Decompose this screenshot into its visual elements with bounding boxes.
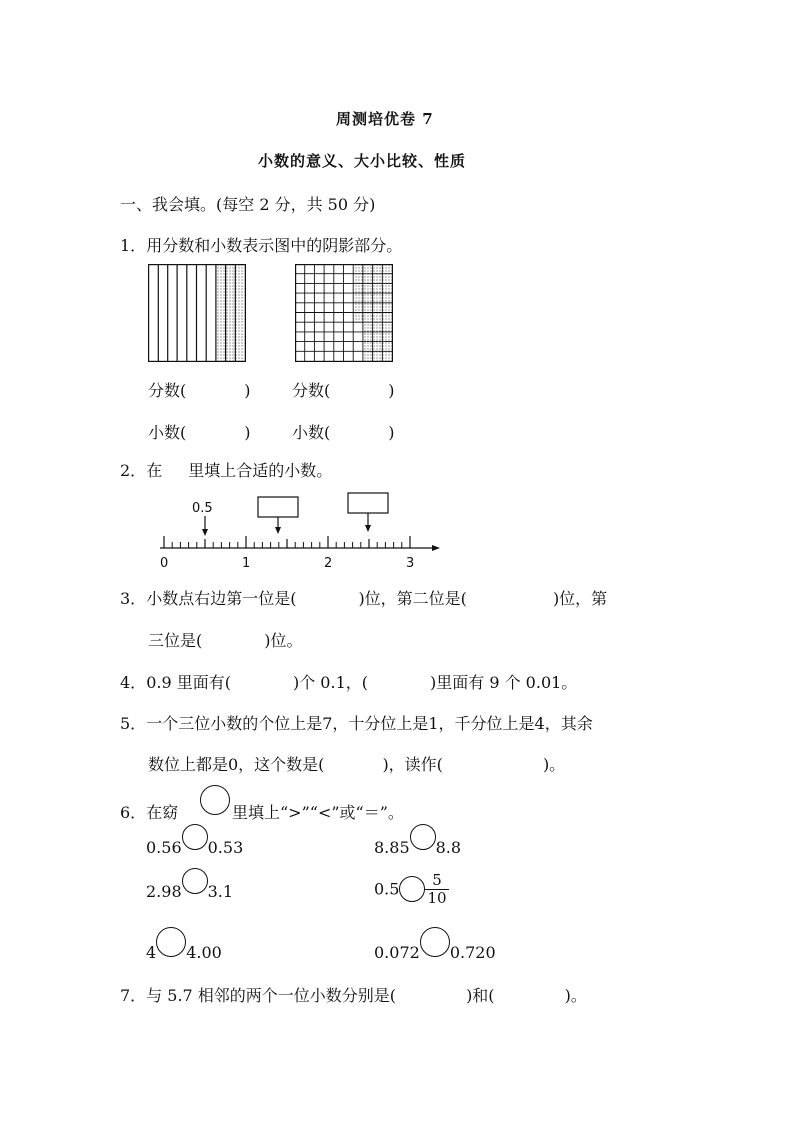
- marker-label: 0.5: [192, 501, 213, 516]
- tick-label: 2: [324, 556, 333, 571]
- compare-circle[interactable]: [182, 868, 208, 894]
- compare-circle[interactable]: [399, 876, 425, 902]
- tick-label: 1: [242, 556, 251, 571]
- question-4: 4．0.9 里面有( )个 0.1，( )里面有 9 个 0.01。: [120, 673, 578, 692]
- fraction-blank-1[interactable]: 分数( ): [148, 381, 251, 400]
- section-heading: 一、我会填。(每空 2 分，共 50 分): [120, 195, 376, 214]
- question-2: 2．在 里填上合适的小数。: [120, 461, 333, 480]
- compare-circle[interactable]: [182, 824, 208, 850]
- number-line: [140, 488, 450, 572]
- page-subtitle: 小数的意义、大小比较、性质: [258, 152, 467, 170]
- compare-item: 0.5 $\frac{5}{10}$: [374, 871, 447, 907]
- strip-figure: [148, 264, 248, 364]
- compare-circle[interactable]: [420, 927, 450, 957]
- decimal-blank-2[interactable]: 小数( ): [292, 423, 395, 442]
- compare-item: 0.56 0.53: [146, 838, 243, 857]
- question-5-line-1: 5．一个三位小数的个位上是7，十分位上是1，千分位上是4，其余: [120, 714, 593, 733]
- compare-item: 8.85 8.8: [374, 838, 461, 857]
- grid-figure: [295, 264, 395, 364]
- tick-label: 0: [160, 556, 169, 571]
- tick-label: 3: [406, 556, 415, 571]
- question-1: [120, 233, 402, 256]
- question-number: 1．: [120, 236, 147, 255]
- question-7: 7．与 5.7 相邻的两个一位小数分别是( )和( )。: [120, 986, 587, 1005]
- compare-item: 4 4.00: [146, 943, 222, 962]
- question-5-line-2: 数位上都是0，这个数是( )，读作( )。: [148, 755, 566, 774]
- question-3-line-2: 三位是( )位。: [148, 631, 303, 650]
- question-text: 用分数和小数表示图中的阴影部分。: [146, 236, 403, 255]
- compare-item: 0.072 0.720: [374, 943, 496, 962]
- circle-icon: [200, 785, 230, 815]
- decimal-blank-1[interactable]: 小数( ): [148, 423, 251, 442]
- compare-item: 2.98 3.1: [146, 882, 233, 901]
- page-title: 周测培优卷 7: [336, 110, 434, 128]
- fraction-blank-2[interactable]: 分数( ): [292, 381, 395, 400]
- question-6-instruction: 里填上“>”“<”或“＝”。: [232, 803, 404, 822]
- compare-circle[interactable]: [156, 927, 186, 957]
- question-6: 6．在窈: [120, 803, 179, 822]
- fraction: $\frac{5}{10}$: [427, 871, 447, 907]
- question-3-line-1: 3．小数点右边第一位是( )位，第二位是( )位，第: [120, 589, 608, 608]
- compare-circle[interactable]: [410, 824, 436, 850]
